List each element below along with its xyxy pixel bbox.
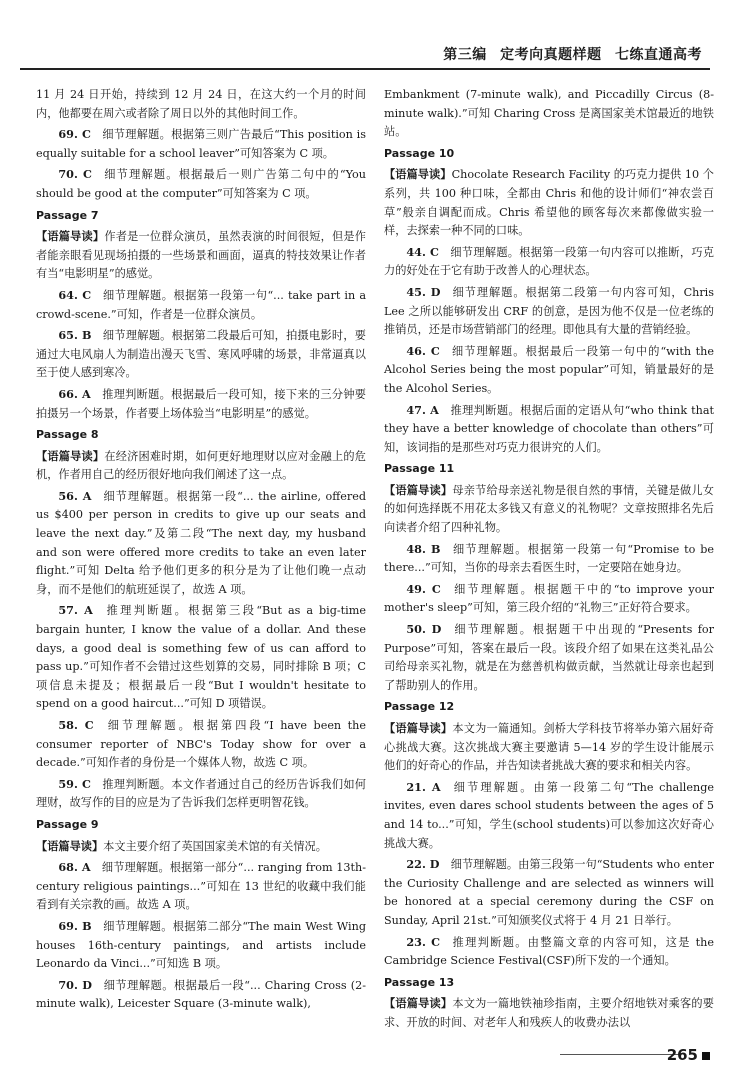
passage-heading: Passage 8 (36, 428, 99, 442)
answer-text: 细节理解题。根据第一段第一句“Promise to be there...”可知，当你的母亲去看医生时，一定要陪在她身边。 (384, 542, 714, 575)
continued-text: 11 月 24 日开始，持续到 12 月 24 日，在这大约一个月的时间内，他都要在周六或者除了周日以外的其他时间工作。 (36, 88, 366, 120)
reading-guide-tag: 【语篇导读】 (384, 482, 453, 497)
answer-text: 细节理解题。根据题干中出现的“Presents for Purpose”可知，答案在最后一段。该段介绍了如果在这类礼品公司给母亲买礼物，就是在为慈善机构做贡献，当然就让母亲也起到了帮助别人的作用。 (384, 623, 715, 692)
answer-explanation (36, 326, 366, 383)
right-column (384, 86, 714, 1035)
answer-explanation (36, 601, 366, 714)
header-title (435, 44, 702, 64)
answer-number: 70. D (58, 977, 92, 992)
answer-explanation (384, 778, 714, 853)
passage-heading: Passage 10 (384, 146, 455, 160)
reading-guide (36, 227, 366, 284)
answer-number: 59. C (58, 776, 91, 791)
reading-guide-tag: 【语篇导读】 (36, 229, 105, 244)
answer-explanation (384, 580, 714, 618)
answer-explanation (384, 620, 714, 695)
passage-heading: Passage 9 (36, 817, 99, 831)
header-section: 定考向真题样题 (500, 47, 602, 63)
answer-number: 50. D (406, 622, 442, 637)
answer-explanation (36, 286, 366, 324)
reading-guide-text: 本文为一篇通知。剑桥大学科技节将举办第六届好奇心挑战大赛。这次挑战大赛主要邀请 5—14 岁的学生设计能展示他们的好奇心的作品，并告知读者挑战大赛的要求和相关内容。 (384, 722, 714, 773)
header-series: 七练直通高考 (615, 47, 702, 63)
answer-text: 细节理解题。根据最后一则广告第二句中的“You should be good at the computer”可知答案为 C 项。 (36, 168, 366, 200)
answer-explanation (384, 243, 714, 281)
reading-guide-tag: 【语篇导读】 (384, 721, 453, 735)
answer-number: 44. C (406, 244, 439, 259)
answer-text: 细节理解题。根据最后一段第一句中的“with the Alcohol Series being the most popular”可知，销量最好的是 the Alcohol Series。 (384, 344, 714, 395)
continued-text: Embankment (7-minute walk), and Piccadilly Circus (8-minute walk).”可知 Charing Cross 是离国家美术馆最近的地铁站。 (384, 88, 714, 139)
answer-number: 23. C (406, 934, 441, 949)
header-rule (20, 68, 710, 70)
answer-explanation (36, 165, 366, 203)
header-part: 第三编 (443, 47, 487, 63)
answer-explanation (36, 487, 366, 600)
reading-guide-tag: 【语篇导读】 (36, 448, 105, 463)
answer-text: 细节理解题。根据第二段第一句内容可知，Chris Lee 之所以能够研发出 CRF 的创意，是因为他不仅是一位老练的推销员，还是市场营销部门的经理。即他具有大量的营销经验。 (384, 285, 714, 337)
answer-explanation (384, 342, 714, 399)
footer-rule (560, 1054, 680, 1055)
reading-guide (384, 165, 714, 240)
page-footer (667, 1046, 710, 1064)
answer-text: 推理判断题。由整篇文章的内容可知，这是 the Cambridge Science Festival(CSF)所下发的一个通知。 (384, 935, 714, 968)
answer-number: 48. B (406, 541, 441, 556)
passage-heading: Passage 11 (384, 462, 455, 476)
page-number: 265 (666, 1046, 698, 1064)
answer-explanation (384, 401, 714, 458)
answer-number: 65. B (58, 328, 92, 343)
answer-text: 细节理解题。根据第一段第一句内容可以推断，巧克力的好处在于它有助于改善人的心理状态。 (384, 245, 714, 278)
answer-text: 推理判断题。根据最后一段可知，接下来的三分钟要拍摄另一个场景，作者要上场体验当“电影明星”的感觉。 (36, 387, 366, 420)
answer-text: 细节理解题。由第一段第二句“The challenge invites, even dares school students between the ages of 5 and 14 to...”可知，学生(school students)可以参加这次好奇心挑战大赛。 (384, 780, 714, 850)
reading-guide-tag: 【语篇导读】 (36, 838, 104, 853)
answer-text: 细节理解题。根据最后一段“... Charing Cross (2-minute walk), Leicester Square (3-minute walk), (36, 978, 366, 1011)
passage-heading: Passage 7 (36, 208, 99, 222)
answer-explanation (36, 716, 366, 773)
answer-number: 49. C (406, 581, 441, 596)
answer-number: 46. C (406, 343, 440, 358)
answer-text: 细节理解题。根据第一部分“... ranging from 13th-century religious paintings...”可知在 13 世纪的收藏中我们能看到有关宗教的画。故选 A 项。 (36, 861, 366, 912)
answer-number: 22. D (406, 857, 440, 872)
answer-number: 56. A (58, 488, 92, 503)
reading-guide (384, 994, 714, 1032)
reading-guide-text: 本文为一篇地铁袖珍指南，主要介绍地铁对乘客的要求、开放的时间、对老年人和残疾人的收费办法以 (384, 997, 714, 1029)
answer-text: 细节理解题。根据第二段最后可知，拍摄电影时，要通过大电风扇人为制造出漫天飞雪、寒风呼啸的场景，非常逼真以至于使人感到寒冷。 (36, 329, 366, 380)
reading-guide-text: 本文主要介绍了英国国家美术馆的有关情况。 (103, 839, 327, 853)
answer-number: 57. A (58, 603, 93, 618)
answer-text: 细节理解题。根据第一段“... the airline, offered us $400 per person in credits to give up our seats and leave the next day.”及第二段“The next day, my husband and son were offered more credits to take an even later flight.”可知 Delta 给予他们更多的积分是为了让他们晚一点动身，而不是他们的航班延误了，故选 A 项。 (36, 489, 366, 596)
answer-number: 47. A (406, 402, 439, 417)
answer-explanation (36, 385, 366, 423)
reading-guide-text: 在经济困难时期，如何更好地理财以应对金融上的危机，作者用自己的经历很好地向我们阐述了这一点。 (36, 449, 366, 482)
reading-guide (36, 447, 366, 485)
answer-number: 45. D (406, 284, 441, 299)
passage-heading: Passage 13 (384, 975, 455, 989)
answer-text: 推理判断题。本文作者通过自己的经历告诉我们如何理财，故写作的目的应是为了告诉我们怎样更明智花钱。 (36, 777, 366, 810)
answer-number: 66. A (58, 386, 91, 401)
left-column (36, 86, 366, 1016)
page-header (0, 0, 750, 74)
reading-guide (36, 837, 366, 857)
answer-text: 细节理解题。根据第二部分“The main West Wing houses 16th-century paintings, and artists include Leonardo da Vinci...”可知选 B 项。 (36, 919, 366, 971)
answer-text: 细节理解题。根据第三则广告最后“This position is equally suitable for a school leaver”可知答案为 C 项。 (36, 128, 366, 160)
reading-guide (384, 481, 714, 538)
answer-text: 推理判断题。根据第三段“But as a big-time bargain hunter, I know the value of a dollar. And these days, a good deal is something few of us can afford to pass up.”可知作者不会错过这些划算的交易，同时排除 B 项；C 项信息未提及；根据最后一段“But I wouldn't hesitate to spend on a good haircut...”可知 D 项错误。 (36, 604, 366, 711)
answer-explanation (36, 858, 366, 915)
answer-explanation (36, 775, 366, 813)
page-marker-square (702, 1052, 710, 1060)
answer-explanation (36, 125, 366, 163)
answer-text: 细节理解题。由第三段第一句“Students who enter the Curiosity Challenge and are selected as winners will be honored at a special ceremony during the CSF on Sunday, April 21st.”可知颁奖仪式将于 4 月 21 日举行。 (384, 858, 715, 927)
answer-explanation (36, 917, 366, 974)
answer-number: 68. A (58, 860, 91, 875)
answer-explanation (384, 283, 714, 340)
reading-guide-tag: 【语篇导读】 (384, 167, 452, 182)
answer-explanation (384, 933, 714, 971)
answer-number: 64. C (58, 287, 92, 302)
answer-number: 21. A (406, 779, 441, 794)
reading-guide-text: 作者是一位群众演员，虽然表演的时间很短，但是作者能亲眼看见现场拍摄的一些场景和画面，逼真的特技效果让作者有当“电影明星”的感觉。 (36, 230, 366, 281)
reading-guide-text: 母亲节给母亲送礼物是很自然的事情，关键是做儿女的如何选择既不用花太多钱又有意义的礼物呢？文章按照排名先后向读者介绍了四种礼物。 (384, 483, 714, 535)
answer-explanation (36, 976, 366, 1014)
passage-heading: Passage 12 (384, 700, 455, 714)
answer-number: 69. C (58, 127, 91, 142)
answer-text: 细节理解题。根据题干中的“to improve your mother's sleep”可知，第三段介绍的“礼物三”正好符合要求。 (384, 582, 715, 615)
reading-guide-text: Chocolate Research Facility 的巧克力提供 10 个系列，共 100 种口味，全都由 Chris 和他的设计师们“神农尝百草”般亲自调配而成。Chris 希望他的顾客每次来都像做实验一样，去探索一种不同的口味。 (384, 168, 714, 238)
answer-explanation (384, 540, 714, 578)
reading-guide-tag: 【语篇导读】 (384, 996, 453, 1011)
answer-number: 70. C (58, 167, 92, 182)
answer-explanation (384, 855, 714, 930)
answer-text: 细节理解题。根据第四段“I have been the consumer reporter of NBC's Today show for over a decade.”可知作者的身份是一个媒体人物，故选 C 项。 (36, 719, 366, 770)
answer-text: 细节理解题。根据第一段第一句“... take part in a crowd-scene.”可知，作者是一位群众演员。 (36, 288, 366, 321)
answer-text: 推理判断题。根据后面的定语从句“who think that they have a better knowledge of chocolate than others”可知，该词指的是那些对巧克力很讲究的人们。 (384, 403, 714, 454)
answer-number: 58. C (58, 718, 94, 732)
answer-number: 69. B (58, 918, 92, 933)
reading-guide (384, 719, 714, 776)
